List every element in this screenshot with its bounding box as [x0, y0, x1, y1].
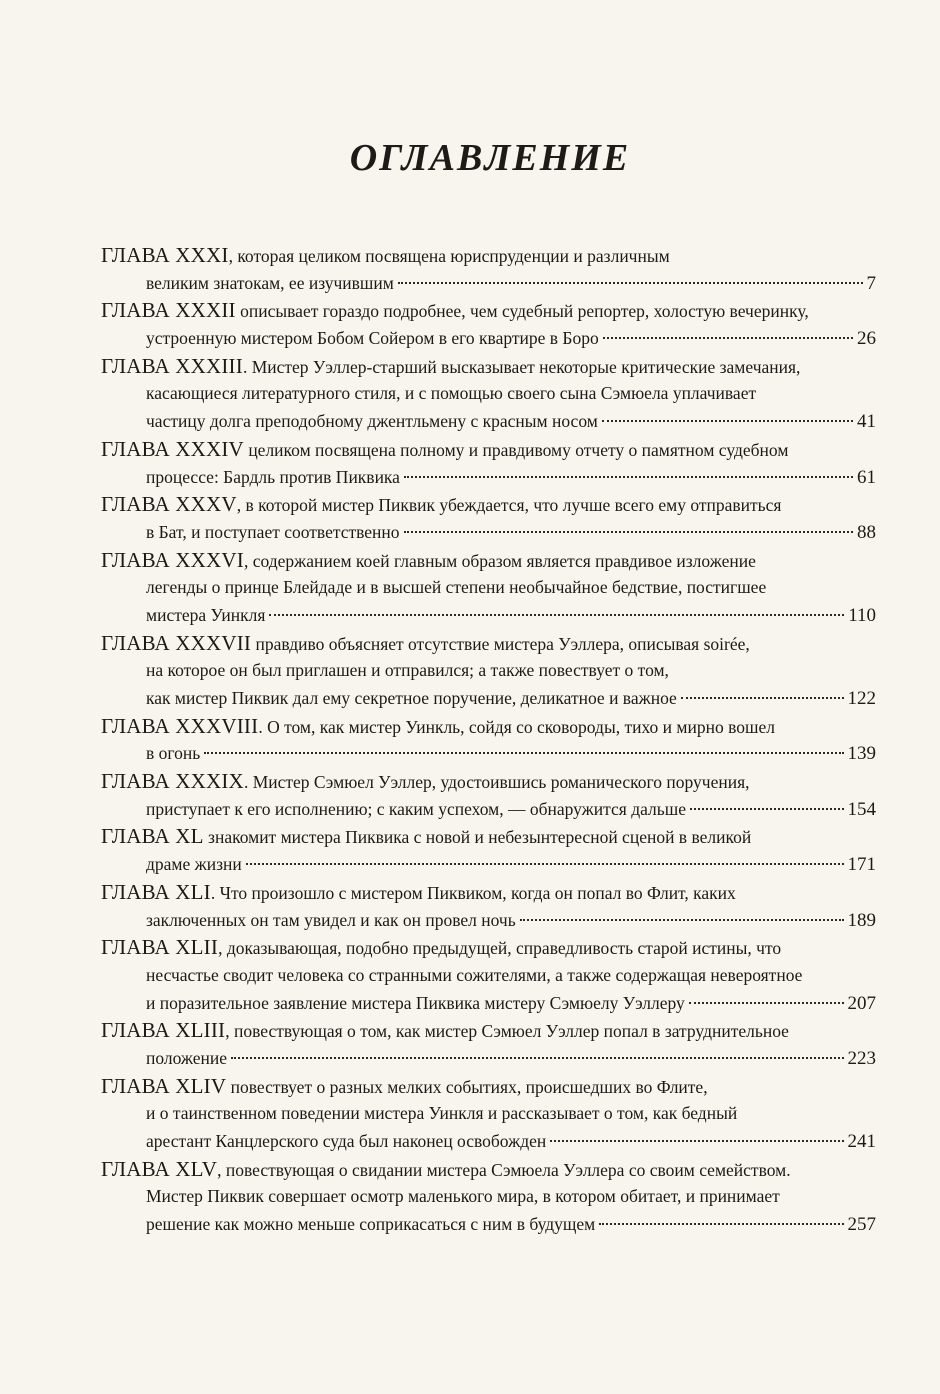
leader-dots	[269, 614, 844, 616]
toc-entry-first-line	[101, 297, 876, 325]
toc-entry-first-line	[101, 1017, 876, 1045]
chapter-description: несчастье сводит человека со странными сожителями, а также содержащая невероятное	[146, 964, 803, 985]
leader-dots	[681, 697, 844, 699]
chapter-number: ГЛАВА XXXVI	[101, 547, 244, 572]
toc-entry-line	[101, 270, 876, 298]
toc-entry	[101, 1017, 876, 1072]
chapter-description: мистера Уинкля	[146, 604, 266, 625]
toc-entry-line	[101, 657, 876, 685]
chapter-description: повествует о разных мелких событиях, происшедших во Флите,	[226, 1076, 708, 1097]
page-number: 139	[847, 743, 876, 765]
page-number: 41	[857, 411, 876, 433]
toc-entry-line	[101, 574, 876, 602]
chapter-number: ГЛАВА XXXII	[101, 298, 236, 323]
chapter-number: ГЛАВА XLI	[101, 879, 211, 904]
toc-entry-first-line	[101, 436, 876, 464]
toc-entry	[101, 242, 876, 297]
toc-entry-line	[101, 1045, 876, 1073]
chapter-description: как мистер Пиквик дал ему секретное поручение, деликатное и важное	[146, 688, 677, 708]
page-number: 189	[847, 909, 876, 931]
chapter-number: ГЛАВА XXXIV	[101, 436, 244, 461]
leader-dots	[602, 420, 853, 422]
toc-entry	[101, 547, 876, 630]
last-line-text	[146, 270, 394, 298]
chapter-description: на которое он был приглашен и отправился; а также повествует о том,	[146, 660, 669, 681]
page-number: 257	[847, 1214, 876, 1236]
chapter-description: и о таинственном поведении мистера Уинкля и рассказывает о том, как бедный	[146, 1103, 738, 1124]
last-line-text	[146, 990, 685, 1018]
chapter-description: арестант Канцлерского суда был наконец освобожден	[146, 1131, 547, 1151]
last-line-text	[146, 519, 400, 547]
last-line-text	[146, 907, 516, 935]
last-line-text	[146, 1211, 595, 1239]
page-number: 207	[847, 992, 876, 1014]
chapter-description: устроенную мистером Бобом Сойером в его квартире в Боро	[146, 328, 599, 349]
chapter-description: положение	[146, 1047, 228, 1068]
toc-entry-line	[101, 796, 876, 824]
leader-dots	[231, 1057, 843, 1059]
leader-dots	[204, 752, 843, 754]
toc-entry-first-line	[101, 491, 876, 519]
toc-entry-line	[101, 1128, 876, 1156]
toc-entry-line	[101, 1211, 876, 1239]
page-number: 110	[848, 604, 876, 626]
toc-entry-first-line	[101, 823, 876, 851]
toc-entry-first-line	[101, 879, 876, 907]
page-number: 171	[847, 854, 876, 876]
last-line-text	[146, 796, 686, 824]
page-number: 88	[857, 521, 876, 543]
leader-dots	[599, 1223, 843, 1225]
leader-dots	[603, 337, 853, 339]
toc-entry-line	[101, 464, 876, 492]
chapter-description: решение как можно меньше соприкасаться с ним в будущем	[146, 1214, 596, 1235]
chapter-description: , повествующая о том, как мистер Сэмюел Уэллер попал в затруднительное	[225, 1021, 789, 1042]
chapter-description: . Мистер Уэллер-старший высказывает некоторые критические замечания,	[242, 356, 801, 377]
last-line-text	[146, 1045, 227, 1073]
leader-dots	[404, 476, 853, 478]
chapter-number: ГЛАВА XLII	[101, 935, 219, 960]
toc-entry	[101, 353, 876, 436]
leader-dots	[520, 919, 844, 921]
last-line-text	[146, 685, 677, 713]
toc-entry	[101, 491, 876, 546]
toc-entry-first-line	[101, 1073, 876, 1101]
toc-entry	[101, 436, 876, 491]
chapter-description: . Мистер Сэмюел Уэллер, удостоившись романического поручения,	[243, 772, 750, 793]
leader-dots	[690, 808, 844, 810]
chapter-description: знакомит мистера Пиквика с новой и небезынтересной сценой в великой	[203, 827, 752, 848]
chapter-number: ГЛАВА XLIV	[101, 1073, 227, 1098]
chapter-number: ГЛАВА XXXIX	[101, 769, 244, 794]
chapter-description: приступает к его исполнению; с каким успехом, — обнаружится дальше	[146, 798, 686, 819]
toc-entry-line	[101, 1183, 876, 1211]
toc-entry	[101, 823, 876, 878]
chapter-description: легенды о принце Блейдаде и в высшей степени необычайное бедствие, постигшее	[146, 577, 767, 598]
chapter-number: ГЛАВА XLV	[101, 1156, 218, 1181]
toc-entry	[101, 934, 876, 1017]
toc-entry-first-line	[101, 547, 876, 575]
leader-dots	[246, 863, 844, 865]
leader-dots	[398, 282, 863, 284]
toc-entry	[101, 297, 876, 352]
page-title: ОГЛАВЛЕНИЕ	[349, 137, 631, 179]
toc-entry-first-line	[101, 713, 876, 741]
toc-entry-line	[101, 851, 876, 879]
chapter-description: , доказывающая, подобно предыдущей, справедливость старой истины, что	[218, 938, 782, 959]
last-line-text	[146, 325, 599, 353]
last-line-text	[146, 740, 200, 768]
toc-entry-first-line	[101, 242, 876, 270]
page-number: 26	[857, 328, 876, 350]
chapter-description: . Что произошло с мистером Пиквиком, когда он попал во Флит, каких	[210, 882, 736, 903]
page-number: 7	[866, 272, 876, 294]
chapter-description: , которая целиком посвящена юриспруденции и различным	[228, 246, 670, 266]
table-of-contents	[101, 242, 876, 1239]
chapter-number: ГЛАВА XL	[101, 824, 204, 849]
chapter-number: ГЛАВА XLIII	[101, 1018, 226, 1043]
toc-entry-line	[101, 907, 876, 935]
chapter-number: ГЛАВА XXXV	[101, 492, 237, 517]
page-number: 122	[847, 688, 876, 709]
toc-entry	[101, 1156, 876, 1239]
toc-entry-line	[101, 325, 876, 353]
chapter-description: целиком посвящена полному и правдивому отчету о памятном судебном	[243, 439, 789, 460]
toc-entry-first-line	[101, 1156, 876, 1184]
toc-entry-line	[101, 408, 876, 436]
chapter-description: , в которой мистер Пиквик убеждается, что лучше всего ему отправиться	[236, 495, 782, 516]
toc-entry-line	[101, 685, 876, 713]
chapter-description: драме жизни	[146, 854, 242, 875]
chapter-number: ГЛАВА XXXVIII	[101, 713, 259, 738]
toc-entry-first-line	[101, 934, 876, 962]
toc-entry-line	[101, 380, 876, 408]
page-number: 154	[847, 798, 876, 820]
leader-dots	[550, 1140, 843, 1142]
last-line-text	[146, 408, 598, 436]
chapter-number: ГЛАВА XXXIII	[101, 353, 243, 378]
toc-entry-line	[101, 602, 876, 630]
last-line-text	[146, 602, 265, 630]
chapter-description: и поразительное заявление мистера Пиквика мистеру Сэмюелу Уэллеру	[146, 992, 685, 1013]
chapter-description: касающиеся литературного стиля, и с помощью своего сына Сэмюела уплачивает	[146, 383, 757, 404]
page-number: 241	[847, 1131, 876, 1152]
toc-entry-line	[101, 519, 876, 547]
chapter-number: ГЛАВА XXXI	[101, 243, 229, 267]
leader-dots	[404, 531, 853, 533]
toc-entry-line	[101, 1100, 876, 1128]
chapter-description: процессе: Бардль против Пиквика	[146, 466, 400, 487]
last-line-text	[146, 851, 242, 879]
chapter-description: в огонь	[146, 743, 201, 764]
chapter-description: в Бат, и поступает соответственно	[146, 521, 400, 542]
chapter-description: Мистер Пиквик совершает осмотр маленького мира, в котором обитает, и принимает	[146, 1186, 780, 1207]
toc-entry	[101, 630, 876, 713]
toc-entry-line	[101, 990, 876, 1018]
toc-entry-line	[101, 740, 876, 768]
chapter-number: ГЛАВА XXXVII	[101, 630, 252, 655]
toc-entry-first-line	[101, 353, 876, 381]
last-line-text	[146, 1128, 546, 1156]
chapter-description: частицу долга преподобному джентльмену с красным носом	[146, 411, 598, 432]
toc-entry	[101, 768, 876, 823]
chapter-description: . О том, как мистер Уинкль, сойдя со сковороды, тихо и мирно вошел	[258, 716, 775, 737]
page-number: 223	[847, 1047, 876, 1069]
last-line-text	[146, 464, 400, 492]
chapter-description: , содержанием коей главным образом является правдивое изложение	[243, 550, 756, 571]
chapter-description: великим знатокам, ее изучившим	[146, 272, 394, 293]
toc-entry	[101, 1073, 876, 1156]
chapter-description: правдиво объясняет отсутствие мистера Уэллера, описывая soirée,	[251, 633, 750, 654]
chapter-description: , повествующая о свидании мистера Сэмюела Уэллера со своим семейством.	[217, 1159, 791, 1180]
toc-entry-line	[101, 962, 876, 990]
toc-entry	[101, 713, 876, 768]
chapter-description: заключенных он там увидел и как он провел ночь	[146, 909, 516, 930]
toc-entry-first-line	[101, 768, 876, 796]
leader-dots	[689, 1002, 844, 1004]
toc-entry	[101, 879, 876, 934]
chapter-description: описывает гораздо подробнее, чем судебный репортер, холостую вечеринку,	[235, 301, 809, 322]
page-number: 61	[857, 466, 876, 488]
toc-entry-first-line	[101, 630, 876, 658]
